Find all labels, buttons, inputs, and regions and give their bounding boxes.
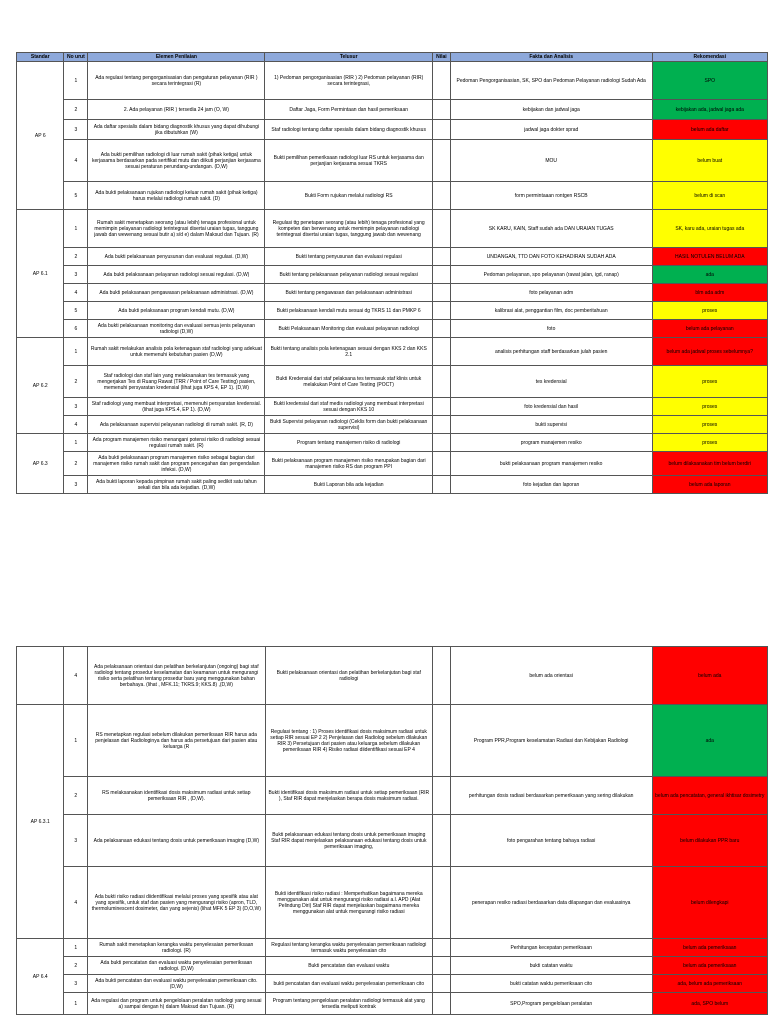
fakta-analisis-cell: bukti pelaksanaan program manajemen resiko bbox=[450, 452, 652, 476]
no-urut-cell: 3 bbox=[64, 120, 88, 140]
no-urut-cell: 2 bbox=[64, 452, 88, 476]
elemen-penilaian-cell: Ada regulasi tentang pengorganisasian dan pengaturan pelayanan (RIR ) secara terintegrasi (R) bbox=[88, 62, 265, 100]
table-row bbox=[17, 62, 768, 100]
standar-cell: AP 6.3.1 bbox=[17, 705, 64, 939]
table-row bbox=[17, 939, 768, 957]
fakta-analisis-cell: foto kejadian dan laporan bbox=[450, 476, 652, 494]
nilai-cell bbox=[432, 62, 450, 100]
nilai-cell bbox=[432, 476, 450, 494]
telusur-cell: Bukti tentang pengawasan dan pelaksanaan administrasi bbox=[265, 284, 432, 302]
rekomendasi-cell: proses bbox=[652, 302, 767, 320]
table-row bbox=[17, 398, 768, 416]
rekomendasi-cell: SPO bbox=[652, 62, 767, 100]
fakta-analisis-cell: form permintaaan rontgen RSCB bbox=[450, 182, 652, 210]
header-telusur: Telusur bbox=[265, 53, 432, 62]
table-row bbox=[17, 705, 768, 777]
no-urut-cell: 1 bbox=[64, 338, 88, 366]
elemen-penilaian-cell: Ada bukti risiko radiasi diidentifikasi melalui proses yang spesifik atau alat yang spesifik, untuk staf dan pasien yang mengurangi risiko (apron, TLD, thermoluminescent dosimeter, dan yang sejenis) (lihat MFK 5 EP 3) (D,O,W) bbox=[88, 867, 265, 939]
table-row bbox=[17, 266, 768, 284]
fakta-analisis-cell: tes kredensial bbox=[450, 366, 652, 398]
standar-cell: AP 6 bbox=[17, 62, 64, 210]
telusur-cell: Bukti pelaksanaan kendali mutu sesuai dg TKRS 11 dan PMKP 6 bbox=[265, 302, 432, 320]
elemen-penilaian-cell: Ada program manajemen risiko menangani potensi risiko di radiologi sesuai regulasi rumah sakit. (R) bbox=[88, 434, 265, 452]
standar-cell: AP 6.4 bbox=[17, 939, 64, 1015]
elemen-penilaian-cell: Rumah sakit menetapkan kerangka waktu penyelesaian pemeriksaan radiologi. (R) bbox=[88, 939, 265, 957]
table-row bbox=[17, 120, 768, 140]
telusur-cell: Bukti pencatatan dan evaluasi waktu bbox=[265, 957, 433, 975]
table-row bbox=[17, 100, 768, 120]
assessment-table-bottom bbox=[16, 646, 768, 1015]
rekomendasi-cell: belum dilakukan PPR baru bbox=[652, 815, 767, 867]
telusur-cell: Bukti pemilihan pemeriksaan radiologi luar RS untuk kerjasama dan perjanjian kerjasama sesuai TKRS bbox=[265, 140, 432, 182]
nilai-cell bbox=[432, 302, 450, 320]
elemen-penilaian-cell: Staf radiologi yang membuat interpretasi, memenuhi persyaratan kredensial. (lihat juga KPS.4, EP 1). (D,W) bbox=[88, 398, 265, 416]
no-urut-cell: 3 bbox=[64, 266, 88, 284]
elemen-penilaian-cell: Ada bukti pencatatan dan evaluasi waktu penyelesaian pemeriksaan cito. (D,W) bbox=[88, 975, 265, 993]
table-row bbox=[17, 338, 768, 366]
standar-cell: AP 6.3 bbox=[17, 434, 64, 494]
telusur-cell: Bukti tentang pelaksanaan pelayanan radiologi sesuai regulasi bbox=[265, 266, 432, 284]
telusur-cell: Bukti Laporan bila ada kejadian bbox=[265, 476, 432, 494]
fakta-analisis-cell: bukti supervisi bbox=[450, 416, 652, 434]
fakta-analisis-cell: foto pengarahan tentang bahaya radiasi bbox=[450, 815, 652, 867]
elemen-penilaian-cell: Ada bukti pencatatan dan evaluasi waktu penyelesaian pemeriksaan radiologi. (D,W) bbox=[88, 957, 265, 975]
telusur-cell: Bukti kredensial dari staf medis radiologi yang membuat interpretasi sesuai dengan KKS 10 bbox=[265, 398, 432, 416]
no-urut-cell: 3 bbox=[64, 815, 88, 867]
rekomendasi-cell: belum ada daftar bbox=[652, 120, 767, 140]
telusur-cell: Program tentang manajemen risiko di radiologi bbox=[265, 434, 432, 452]
fakta-analisis-cell: Perhitungan kecepatan pemeriksaan bbox=[450, 939, 652, 957]
no-urut-cell: 1 bbox=[64, 62, 88, 100]
telusur-cell: Bukti tentang analisis pola ketenagaan sesuai dengan KKS 2 dan KKS 2.1 bbox=[265, 338, 432, 366]
elemen-penilaian-cell: Ada bukti pelaksanaan program manajemen risiko sebagai bagian dari manajemen risiko rumah sakit dan program pencegahan dan pengendalian infeksi. (D,W) bbox=[88, 452, 265, 476]
fakta-analisis-cell: MOU bbox=[450, 140, 652, 182]
nilai-cell bbox=[432, 338, 450, 366]
assessment-table-top bbox=[16, 52, 768, 494]
table-row bbox=[17, 416, 768, 434]
fakta-analisis-cell: perhitungan dosis radiasi berdasarkan pemeriksaan yang sering dilakukan bbox=[450, 777, 652, 815]
header-elemen-penilaian: Elemen Penilaian bbox=[88, 53, 265, 62]
header-nilai: Nilai bbox=[432, 53, 450, 62]
rekomendasi-cell: belum ada pelayanan bbox=[652, 320, 767, 338]
telusur-cell: Bukti pelaksanaan edukasi tentang dosis untuk pemeriksaan imaging Staf RIR dapat menjelaskan pelaksanaan edukasi tentang dosis untuk pemeriksaan imaging, bbox=[265, 815, 433, 867]
elemen-penilaian-cell: RS melaksanakan identifikasi dosis maksimum radiasi untuk setiap pemeriksaan RIR , (D,W). bbox=[88, 777, 265, 815]
rekomendasi-cell: belum dilengkapi bbox=[652, 867, 767, 939]
nilai-cell bbox=[432, 320, 450, 338]
fakta-analisis-cell: penerapan resiko radiasi berdasarkan data dilapangan dan evaluasinya bbox=[450, 867, 652, 939]
nilai-cell bbox=[432, 416, 450, 434]
elemen-penilaian-cell: RS menetapkan regulasi sebelum dilakukan pemeriksaan RIR harus ada penjelasan dari Radiologinya dan harus ada persetujuan dari pasien atau keluarga (R bbox=[88, 705, 265, 777]
telusur-cell: Bukti pelaksanaan program manajemen risiko merupakan bagian dari manajemen risiko RS dan program PPI bbox=[265, 452, 432, 476]
telusur-cell: Bukti Kredensial dari staf pelaksana tes termasuk staf klinis untuk melakukan Point of Care Testing (POCT) bbox=[265, 366, 432, 398]
rekomendasi-cell: ada, SPO belum bbox=[652, 993, 767, 1015]
fakta-analisis-cell: foto kredensial dan hasil bbox=[450, 398, 652, 416]
nilai-cell bbox=[432, 100, 450, 120]
table-row bbox=[17, 210, 768, 248]
no-urut-cell: 1 bbox=[64, 434, 88, 452]
fakta-analisis-cell: belum ada orientasi bbox=[450, 647, 652, 705]
table-row bbox=[17, 366, 768, 398]
fakta-analisis-cell: Program PPR,Program keselamatan Radiasi dan Kebijakan Radiologi bbox=[450, 705, 652, 777]
table-row bbox=[17, 867, 768, 939]
elemen-penilaian-cell: Ada pelaksanaan supervisi pelayanan radiologi di rumah sakit. (R, D) bbox=[88, 416, 265, 434]
rekomendasi-cell: belum ada laporan bbox=[652, 476, 767, 494]
elemen-penilaian-cell: Staf radiologi dan staf lain yang melaksanakan tes termasuk yang mengerjakan Tes di Ruang Rawat (TRR / Point of Care Testing) pasien, memenuhi persyaratan kredensial (lihat juga KPS 4, EP 1). (D,W) bbox=[88, 366, 265, 398]
elemen-penilaian-cell: Ada pelaksanaan orientasi dan pelatihan berkelanjutan (ongoing) bagi staf radiologi tentang prosedur keselamatan dan keamanan untuk mengurangi risiko serta pelatihan tentang prosedur baru yang menggunakan bahan berbahaya. (lihat , MFK.11; TKRS.9; KKS.8) ,(D,W) bbox=[88, 647, 265, 705]
elemen-penilaian-cell: Rumah sakit menetapkan seorang (atau lebih) tenaga profesional untuk memimpin pelayanan radiologi terintegrasi disertai uraian tugas, tanggung jawab dan wewenang sesuai butir a) s/d e) dalam Maksud dan Tujuan. (R) bbox=[88, 210, 265, 248]
no-urut-cell: 1 bbox=[64, 993, 88, 1015]
elemen-penilaian-cell: Ada bukti laporan kepada pimpinan rumah sakit paling sedikit satu tahun sekali dan bila ada kejadian. (D,W) bbox=[88, 476, 265, 494]
rekomendasi-cell: belum dilaksanakan tim belum berdiri bbox=[652, 452, 767, 476]
header-rekomendasi: Rekomendasi bbox=[652, 53, 767, 62]
rekomendasi-cell: belum di scan bbox=[652, 182, 767, 210]
fakta-analisis-cell: bukti catatan waktu pemeriksaan cito bbox=[450, 975, 652, 993]
rekomendasi-cell: belum ada pencatatan, general ikhtisar dosimetry bbox=[652, 777, 767, 815]
fakta-analisis-cell: SPO,Program pengelolaan peralatan bbox=[450, 993, 652, 1015]
telusur-cell: Bukti identifikasi risiko radiasi : Memperhatikan bagaimana mereka menggunakan alat untuk mengurangi risiko radiasi a.l. APD (Alat Pelindung Diri) Staf RIR dapat menjelaskan bagaimana mereka menggunakan alat untuk mengurangi risiko radiasi bbox=[265, 867, 433, 939]
table-row bbox=[17, 993, 768, 1015]
table-row bbox=[17, 248, 768, 266]
elemen-penilaian-cell: Ada daftar spesialis dalam bidang diagnostik khusus yang dapat dihubungi jika dibutuhkan (W) bbox=[88, 120, 265, 140]
elemen-penilaian-cell: Ada bukti pelaksanaan penyusunan dan evaluasi regulasi. (D,W) bbox=[88, 248, 265, 266]
no-urut-cell: 6 bbox=[64, 320, 88, 338]
table-row bbox=[17, 777, 768, 815]
no-urut-cell: 1 bbox=[64, 939, 88, 957]
nilai-cell bbox=[432, 266, 450, 284]
telusur-cell: Bukti Supervisi pelayanan radiologi (Ceklis form dan bukti pelaksanaan supervisi) bbox=[265, 416, 432, 434]
table-row bbox=[17, 284, 768, 302]
table-row bbox=[17, 975, 768, 993]
nilai-cell bbox=[432, 434, 450, 452]
elemen-penilaian-cell: Ada bukti pelaksanaan pengawasan pelaksanaan administrasi. (D,W) bbox=[88, 284, 265, 302]
nilai-cell bbox=[433, 647, 451, 705]
no-urut-cell: 4 bbox=[64, 647, 88, 705]
table-header-row bbox=[17, 53, 768, 62]
standar-cell: AP 6.1 bbox=[17, 210, 64, 338]
table-row bbox=[17, 434, 768, 452]
fakta-analisis-cell: foto bbox=[450, 320, 652, 338]
fakta-analisis-cell: foto pelayanan adm bbox=[450, 284, 652, 302]
elemen-penilaian-cell: Rumah sakit melakukan analisis pola ketenagaan staf radiologi yang adekuat untuk memenuhi kebutuhan pasien (D,W) bbox=[88, 338, 265, 366]
no-urut-cell: 4 bbox=[64, 867, 88, 939]
telusur-cell: 1) Pedoman pengorganisasian (RIR ) 2) Pedoman pelayanan (RIR) secara terintegrasi, bbox=[265, 62, 432, 100]
fakta-analisis-cell: analisis perhitungan staff berdasarkan julah pasien bbox=[450, 338, 652, 366]
fakta-analisis-cell: kalibrasi alat, penggantian film, doc pemberitahuan bbox=[450, 302, 652, 320]
nilai-cell bbox=[433, 993, 451, 1015]
fakta-analisis-cell: bukti catatan waktu bbox=[450, 957, 652, 975]
nilai-cell bbox=[433, 939, 451, 957]
elemen-penilaian-cell: Ada bukti pemilihan radiologi di luar rumah sakit (pihak ketiga) untuk kerjasama berdasarkan pada sertifikat mutu dan diikuti perjanjian kerjasama sesuai peraturan perundang-undangan. (D,W) bbox=[88, 140, 265, 182]
elemen-penilaian-cell: Ada pelaksanaan edukasi tentang dosis untuk pemeriksaan imaging (D,W) bbox=[88, 815, 265, 867]
fakta-analisis-cell: Pedoman Pengorganisasian, SK, SPO dan Pedoman Pelayanan radiologi Sudah Ada bbox=[450, 62, 652, 100]
no-urut-cell: 3 bbox=[64, 476, 88, 494]
nilai-cell bbox=[433, 705, 451, 777]
no-urut-cell: 4 bbox=[64, 140, 88, 182]
nilai-cell bbox=[433, 867, 451, 939]
rekomendasi-cell: proses bbox=[652, 434, 767, 452]
rekomendasi-cell: SK, karu ada, uraian tugas ada bbox=[652, 210, 767, 248]
fakta-analisis-cell: SK KARU, KAIN, Staff sudah ada DAN URAIAN TUGAS bbox=[450, 210, 652, 248]
no-urut-cell: 1 bbox=[64, 705, 88, 777]
nilai-cell bbox=[433, 815, 451, 867]
table-row bbox=[17, 302, 768, 320]
telusur-cell: Regulasi tentang kerangka waktu penyelesaian pemeriksaan radiologi termasuk waktu penyelesaian cito bbox=[265, 939, 433, 957]
header-no-urut: No urut bbox=[64, 53, 88, 62]
nilai-cell bbox=[433, 975, 451, 993]
rekomendasi-cell: kebijakan ada, jadwal jaga ada bbox=[652, 100, 767, 120]
telusur-cell: Regulasi ttg penetapan seorang (atau lebih) tenaga profesional yang kompeten dan berwenang untuk memimpin pelayanan radiologi terintegrasi disertai uraian tugas, tanggung jawab dan wewenang bbox=[265, 210, 432, 248]
table-row bbox=[17, 815, 768, 867]
telusur-cell: Bukti Form rujukan melalui radiologi RS bbox=[265, 182, 432, 210]
fakta-analisis-cell: program manajemen resiko bbox=[450, 434, 652, 452]
nilai-cell bbox=[432, 452, 450, 476]
nilai-cell bbox=[432, 248, 450, 266]
rekomendasi-cell: belum buat bbox=[652, 140, 767, 182]
elemen-penilaian-cell: Ada bukti pelaksanaan rujukan radiologi keluar rumah sakit (pihak ketiga) harus melalui radiologi rumah sakit. (D) bbox=[88, 182, 265, 210]
nilai-cell bbox=[432, 210, 450, 248]
fakta-analisis-cell: jadwal jaga dokter sprad bbox=[450, 120, 652, 140]
telusur-cell: Program tentang pengelolaan peralatan radiologi termasuk alat yang tersedia meliputi kontrak bbox=[265, 993, 433, 1015]
no-urut-cell: 2 bbox=[64, 957, 88, 975]
table-row bbox=[17, 320, 768, 338]
rekomendasi-cell: proses bbox=[652, 416, 767, 434]
standar-cell: AP 6.2 bbox=[17, 338, 64, 434]
no-urut-cell: 2 bbox=[64, 777, 88, 815]
elemen-penilaian-cell: Ada bukti pelaksanaan program kendali mutu. (D,W) bbox=[88, 302, 265, 320]
table-row bbox=[17, 476, 768, 494]
telusur-cell: Bukti tentang penyusunan dan evaluasi regulasi bbox=[265, 248, 432, 266]
nilai-cell bbox=[432, 140, 450, 182]
nilai-cell bbox=[433, 777, 451, 815]
rekomendasi-cell: proses bbox=[652, 398, 767, 416]
fakta-analisis-cell: UNDANGAN, TTD DAN FOTO KEHADIRAN SUDAH ADA bbox=[450, 248, 652, 266]
elemen-penilaian-cell: Ada bukti pelaksanaan pelayanan radiologi sesuai regulasi. (D,W) bbox=[88, 266, 265, 284]
no-urut-cell: 4 bbox=[64, 284, 88, 302]
nilai-cell bbox=[432, 284, 450, 302]
rekomendasi-cell: belum ada pemeriksaan bbox=[652, 939, 767, 957]
telusur-cell: Regulasi tentang : 1) Proses identifikasi dosis maksimum radiasi untuk setiap RIR sesuai EP 2 2) Penjelasan dari Radiolog sebelum dilakukan RIR 3) Persetujuan dari pasien atau keluarga sebelum dilakukan pemeriksaan RIR 4) Risiko radiasi diidentifikasi sesuai EP 4 bbox=[265, 705, 433, 777]
rekomendasi-cell: HASIL NOTULEN BELUM ADA bbox=[652, 248, 767, 266]
elemen-penilaian-cell: Ada bukti pelaksanaan monitoring dan evaluasi semua jenis pelayanan radiologi (D,W) bbox=[88, 320, 265, 338]
rekomendasi-cell: ada bbox=[652, 705, 767, 777]
nilai-cell bbox=[432, 398, 450, 416]
rekomendasi-cell: belum ada jadwal proses sebelumnya? bbox=[652, 338, 767, 366]
table-row bbox=[17, 452, 768, 476]
no-urut-cell: 5 bbox=[64, 302, 88, 320]
nilai-cell bbox=[433, 957, 451, 975]
telusur-cell: Daftar Jaga, Form Permintaan dan hasil pemeriksaan bbox=[265, 100, 432, 120]
fakta-analisis-cell: kebijakan dan jadwal jaga bbox=[450, 100, 652, 120]
no-urut-cell: 3 bbox=[64, 398, 88, 416]
telusur-cell: bukti pencatatan dan evaluasi waktu penyelesaian pemeriksaan cito bbox=[265, 975, 433, 993]
telusur-cell: Bukti pelaksanaan orientasi dan pelatihan berkelanjutan bagi staf radiologi bbox=[265, 647, 433, 705]
no-urut-cell: 2 bbox=[64, 366, 88, 398]
telusur-cell: Bukti identifikasi dosis maksimum radiasi untuk setiap pemeriksaan (RIR ), Staf RIR dapat menjelaskan berapa dosis maksimum radiasi. bbox=[265, 777, 433, 815]
no-urut-cell: 3 bbox=[64, 975, 88, 993]
nilai-cell bbox=[432, 366, 450, 398]
no-urut-cell: 2 bbox=[64, 248, 88, 266]
nilai-cell bbox=[432, 120, 450, 140]
table-row bbox=[17, 957, 768, 975]
table-row bbox=[17, 647, 768, 705]
header-fakta-analisis: Fakta dan Analisis bbox=[450, 53, 652, 62]
no-urut-cell: 2 bbox=[64, 100, 88, 120]
no-urut-cell: 4 bbox=[64, 416, 88, 434]
header-standar: Standar bbox=[17, 53, 64, 62]
no-urut-cell: 5 bbox=[64, 182, 88, 210]
nilai-cell bbox=[432, 182, 450, 210]
rekomendasi-cell: proses bbox=[652, 366, 767, 398]
table-row bbox=[17, 182, 768, 210]
telusur-cell: Bukti Pelaksanaan Monitoring dan evaluasi pelayanan radiologi bbox=[265, 320, 432, 338]
elemen-penilaian-cell: 2. Ada pelayanan (RIR ) tersedia 24 jam (O, W) bbox=[88, 100, 265, 120]
standar-cell bbox=[17, 647, 64, 705]
rekomendasi-cell: belum ada bbox=[652, 647, 767, 705]
telusur-cell: Staf radiologi tentang daftar spesialis dalam bidang diagnostik khusus bbox=[265, 120, 432, 140]
table-row bbox=[17, 140, 768, 182]
rekomendasi-cell: blm ada adm bbox=[652, 284, 767, 302]
rekomendasi-cell: belum ada pemeriksaan bbox=[652, 957, 767, 975]
no-urut-cell: 1 bbox=[64, 210, 88, 248]
fakta-analisis-cell: Pedoman pelayanan, spo pelayanan (rawat jalan, igd, ranap) bbox=[450, 266, 652, 284]
elemen-penilaian-cell: Ada regulasi dan program untuk pengelolaan peralatan radiologi yang sesuai a) sampai dengan h) dalam Maksud dan Tujuan. (R) bbox=[88, 993, 265, 1015]
rekomendasi-cell: ada, belum ada pemeriksaan bbox=[652, 975, 767, 993]
rekomendasi-cell: ada bbox=[652, 266, 767, 284]
